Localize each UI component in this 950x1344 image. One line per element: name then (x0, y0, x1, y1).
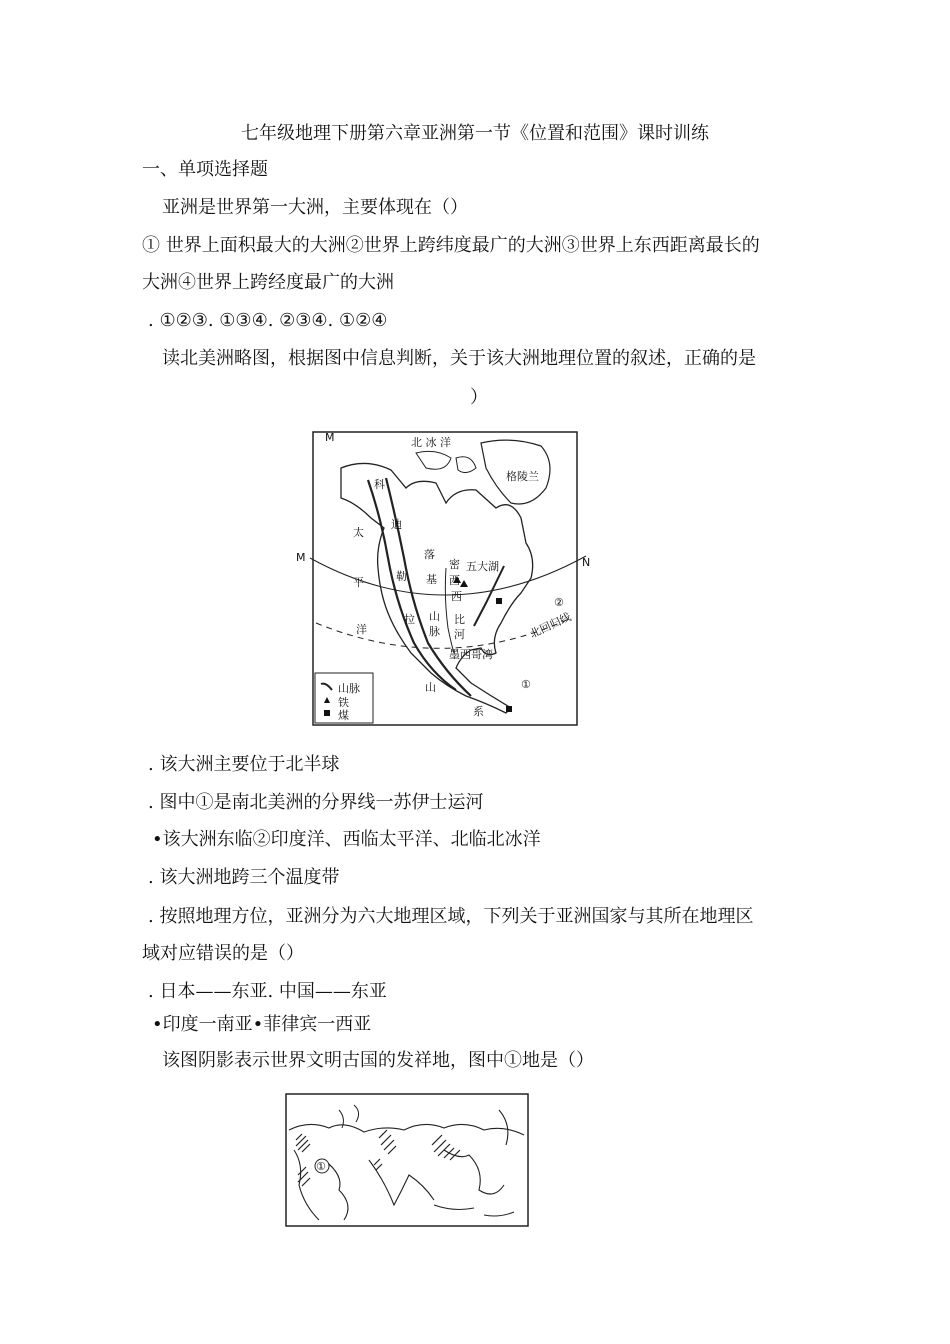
map1-ocean-west-2: 平 (353, 576, 364, 589)
q3-stem-line1: . 按照地理方位，亚洲分为六大地理区域，下列关于亚洲国家与其所在地理区 (148, 906, 754, 927)
map1-system: 系 (473, 705, 484, 718)
map1-mark-2: ② (554, 596, 564, 609)
map1-ocean-west-1: 太 (353, 526, 364, 539)
q2-option-a: . 该大洲主要位于北半球 (148, 754, 340, 775)
map1-great-lakes: 五大湖 (466, 560, 499, 573)
map1-label-m2: M (296, 551, 306, 564)
map1-tropic: 北回归线 (527, 610, 574, 641)
map1-gulf: 墨西哥湾 (449, 648, 493, 661)
map1-legend-coal: 煤 (338, 709, 349, 722)
q2-stem-end: ） (470, 387, 488, 408)
map1-ocean-west-3: 洋 (356, 623, 367, 636)
map1-mississippi-2: 河 (454, 628, 465, 641)
map1-rocky-3: 勒 (396, 570, 407, 583)
q3-stem-line2: 域对应错误的是（） (142, 943, 304, 964)
q1-stem: 亚洲是世界第一大洲，主要体现在（） (162, 197, 468, 218)
map1-ocean-north: 北 冰 洋 (411, 436, 451, 449)
section-heading: 一、单项选择题 (142, 159, 268, 180)
map1-mi-3: 西 (451, 590, 462, 603)
q1-options: . ①②③. ①③④. ②③④. ①②④ (148, 310, 388, 331)
map1-mark-1: ① (521, 678, 531, 691)
map1-rocky-4: 拉 (404, 613, 415, 626)
q3-options-line2: •印度一南亚•菲律宾一西亚 (152, 1014, 372, 1035)
ancient-civilizations-map (284, 1090, 532, 1230)
map1-label-m: M (325, 431, 335, 444)
q4-stem: 该图阴影表示世界文明古国的发祥地，图中①地是（） (162, 1050, 594, 1071)
map1-label-n: N (582, 556, 591, 569)
map1-mi-2: 西 (449, 574, 460, 587)
q1-statements-line1: ① 世界上面积最大的大洲②世界上跨纬度最广的大洲③世界上东西距离最长的 (142, 235, 760, 256)
map1-legend-mountain: 山脉 (338, 682, 360, 695)
map1-luo: 落 (424, 548, 435, 561)
map1-greenland: 格陵兰 (506, 470, 539, 483)
map1-rocky-5: 山 (425, 681, 436, 694)
document-title: 七年级地理下册第六章亚洲第一节《位置和范围》课时训练 (241, 123, 709, 144)
map1-rocky-2: 迪 (391, 518, 402, 531)
map2-mark-1: ① (316, 1160, 326, 1173)
map1-legend-iron: 铁 (338, 696, 349, 709)
map1-ji: 基 (426, 573, 437, 586)
map1-mi-1: 密 (449, 558, 460, 571)
north-america-map (296, 428, 596, 728)
map1-mississippi-1: 比 (454, 613, 465, 626)
map1-mountain-1: 山 (429, 610, 440, 623)
q1-statements-line2: 大洲④世界上跨经度最广的大洲 (142, 272, 394, 293)
q3-options-line1: . 日本——东亚. 中国——东亚 (148, 981, 387, 1002)
q2-stem: 读北美洲略图，根据图中信息判断，关于该大洲地理位置的叙述，正确的是 (162, 348, 756, 369)
q2-option-b: . 图中①是南北美洲的分界线一苏伊士运河 (148, 792, 484, 813)
q2-option-d: . 该大洲地跨三个温度带 (148, 867, 340, 888)
q2-option-c: •该大洲东临②印度洋、西临太平洋、北临北冰洋 (152, 829, 541, 850)
map1-rocky-1: 科 (374, 478, 385, 491)
map1-mountain-2: 脉 (429, 625, 440, 638)
